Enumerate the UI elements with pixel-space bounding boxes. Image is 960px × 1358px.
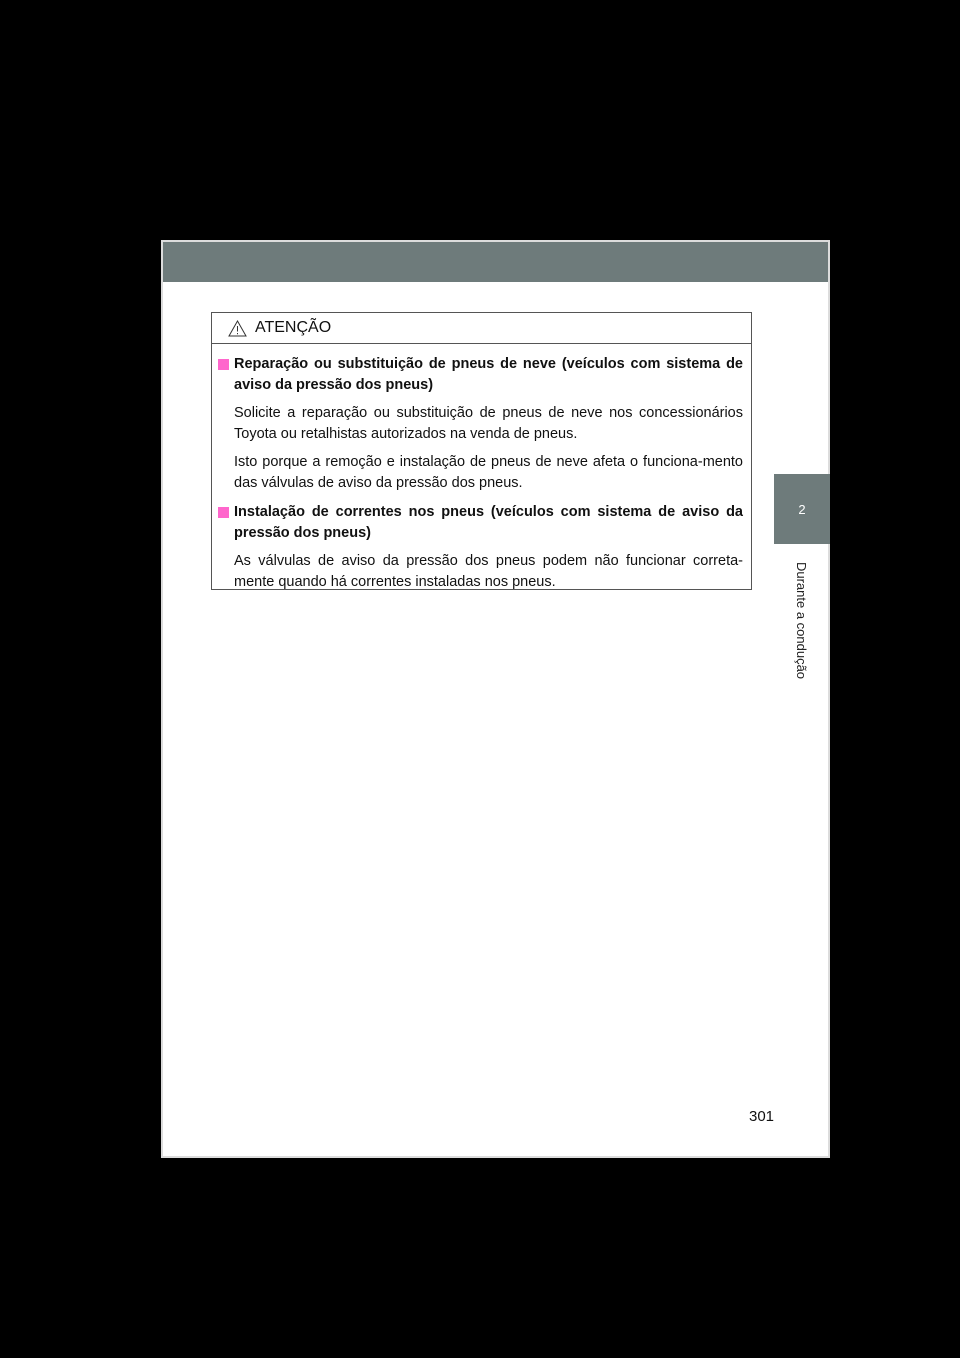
item-paragraph: As válvulas de aviso da pressão dos pneus podem não funcionar correta-mente quando há correntes instaladas nos pneus. bbox=[234, 553, 743, 590]
chapter-title-text: Durante a condução bbox=[794, 561, 810, 679]
item-paragraph: Isto porque a remoção e instalação de pneus de neve afeta o funciona-mento das válvulas de aviso da pressão dos pneus. bbox=[234, 454, 743, 491]
item-paragraph: Solicite a reparação ou substituição de pneus de neve nos concessionários Toyota ou retalhistas autorizados na venda de pneus. bbox=[234, 405, 743, 442]
manual-page bbox=[161, 240, 830, 1158]
item-heading bbox=[218, 354, 743, 396]
square-bullet-icon bbox=[218, 507, 229, 518]
chapter-title bbox=[785, 552, 819, 688]
warning-triangle-icon bbox=[228, 320, 247, 337]
warning-body bbox=[212, 344, 751, 593]
square-bullet-icon bbox=[218, 359, 229, 370]
chapter-number: 2 bbox=[798, 501, 806, 517]
item-heading bbox=[218, 502, 743, 544]
warning-item bbox=[218, 502, 743, 593]
page-number: 301 bbox=[749, 1108, 775, 1125]
chapter-tab bbox=[774, 474, 830, 544]
item-heading-text: Reparação ou substituição de pneus de neve (veículos com sistema de aviso da pressão dos pneus) bbox=[234, 356, 743, 393]
warning-item bbox=[218, 354, 743, 494]
header-band bbox=[163, 242, 828, 282]
item-heading-text: Instalação de correntes nos pneus (veículos com sistema de aviso da pressão dos pneus) bbox=[234, 504, 743, 541]
warning-box bbox=[211, 312, 752, 590]
warning-title: ATENÇÃO bbox=[255, 319, 332, 336]
warning-header bbox=[212, 313, 751, 344]
